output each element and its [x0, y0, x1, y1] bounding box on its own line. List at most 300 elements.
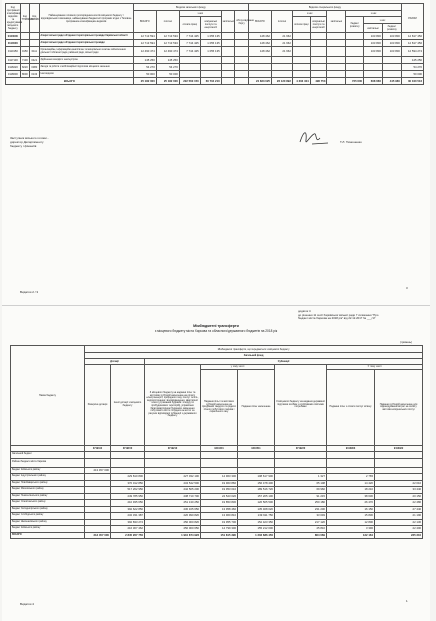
header-sf-current: поточні	[271, 11, 292, 33]
row-value	[292, 71, 310, 78]
row-value: 25 810	[275, 526, 327, 533]
column-code: 9410511	[238, 446, 275, 452]
row-value: 213 457 000	[85, 467, 111, 474]
table-row	[6, 47, 424, 57]
row-value: 251 130 250	[145, 500, 201, 507]
header-sub-benefits: Надання пільг населенню	[238, 370, 275, 446]
row-value: 249 785 950	[111, 493, 145, 500]
header-gf-wages: оплата праці	[179, 17, 200, 33]
row-value	[179, 57, 200, 64]
row-value	[235, 71, 249, 78]
column-code: 9410922	[375, 446, 423, 452]
row-budget-name: ВСЬОГО	[11, 532, 85, 539]
row-value: 19 955 700	[201, 519, 238, 526]
row-budget-name: Бюджет Шевченківського району	[11, 519, 85, 526]
row-value: 12 713 594	[133, 40, 156, 47]
total-value: 725 600	[346, 78, 364, 85]
row-fkvkb	[30, 33, 39, 40]
row-fkvkb: 0111	[30, 47, 39, 57]
row-value: 103 800	[364, 40, 383, 47]
header-name: Найменування головного розпорядника коштів місцевого бюджету / відповідального виконавця, найменування бюджетної програми згідно з Типовою програмною класифікацією видатків	[39, 4, 133, 33]
row-value: 7 744 425	[179, 33, 200, 40]
row-value	[271, 71, 292, 78]
row-value: 54 270	[156, 64, 179, 71]
row-value	[364, 64, 383, 71]
row-value: 108 617 900	[238, 474, 275, 481]
row-value	[346, 40, 364, 47]
header-special-fund: Видатки спеціального фонду	[248, 4, 401, 11]
row-value	[179, 71, 200, 78]
row-value: 1 055 135	[200, 47, 221, 57]
row-value: 33 049	[275, 513, 327, 520]
column-code: 9410903	[327, 446, 375, 452]
total-value: 25 182 000	[156, 78, 179, 85]
row-value: 12 800	[327, 519, 375, 526]
row-value: 12 490 474	[133, 47, 156, 57]
row-value: 69 960	[275, 487, 327, 494]
row-value	[346, 47, 364, 57]
header-total: РАЗОМ	[401, 4, 423, 33]
row-value	[221, 57, 235, 64]
row-code: 0110150	[6, 47, 21, 57]
row-value: 152 423 350	[238, 519, 275, 526]
row-value: 103 800	[382, 40, 401, 47]
row-value: 50 000	[133, 71, 156, 78]
row-value: 2 765	[327, 474, 375, 481]
row-value	[310, 64, 327, 71]
row-value: 392 622 850	[111, 506, 145, 513]
row-value	[364, 57, 383, 64]
row-budget-name: Бюджет Холодногірського району	[11, 506, 85, 513]
row-value	[346, 57, 364, 64]
row-value: 15 830	[327, 513, 375, 520]
row-value: 26 470	[327, 500, 375, 507]
row-value: 145 250	[401, 57, 423, 64]
annex-line-2: до рішення 11 сесії Харківської міської ради 7 скликання "Про	[298, 312, 379, 317]
row-budget-name: Бюджет Московського району	[11, 487, 85, 494]
row-value: 157 205 100	[238, 493, 275, 500]
header-sub-subsidies: Надання субсидій населенню для відшкодування витрат на оплату житлово-комунальних послуг	[375, 370, 423, 446]
row-tpkvkmb: 8220	[21, 65, 28, 69]
row-value: 132 164	[327, 532, 375, 539]
row-value: 103 800	[382, 47, 401, 57]
header-gf-current: поточні	[156, 11, 179, 33]
header-other-dotation: Іншої дотації з місцевого бюджету	[111, 365, 145, 446]
table-row	[6, 71, 424, 78]
row-value: 126 505 500	[238, 500, 275, 507]
row-value: 12 490 474	[156, 47, 179, 57]
row-value: 12 817 450	[401, 33, 423, 40]
signature-block	[10, 136, 49, 148]
column-code: 3719150	[111, 446, 145, 452]
header-sf-sub-a: капітальні	[364, 24, 383, 33]
row-value: 14 799 300	[201, 526, 238, 533]
row-value: 250 000 650	[145, 526, 201, 533]
column-code: 3719220	[275, 446, 327, 452]
header-sf-sub: з них	[364, 17, 402, 24]
row-fkvkb: 0380	[31, 65, 38, 69]
row-value: 18 210	[327, 487, 375, 494]
column-code: 9410401	[201, 446, 238, 452]
signature-position-line-3: бюджету і фінансів	[10, 144, 37, 148]
row-value	[346, 33, 364, 40]
row-value: 220 990 826	[145, 513, 201, 520]
row-value: 3 390	[327, 526, 375, 533]
row-value: 103 800	[364, 33, 383, 40]
total-value	[327, 78, 346, 85]
row-value: 21 662	[271, 33, 292, 40]
row-value	[248, 71, 271, 78]
header-sf-of-which: з них	[292, 11, 327, 17]
row-value	[145, 458, 201, 467]
row-tpkvkmb: 8600	[21, 72, 28, 76]
column-code: 3719110	[85, 446, 111, 452]
signature-position-line-1: Заступник міського голови -	[10, 136, 49, 140]
row-value: 22 480	[375, 500, 423, 507]
annex-line-3: бюджет міста Харкова на 2018 рік" від 22.12.2017 № ___/17	[298, 316, 376, 321]
units-label: (гривень)	[400, 340, 413, 344]
row-value	[221, 71, 235, 78]
total-value: 608 666	[364, 78, 383, 85]
row-value	[200, 64, 221, 71]
table-row	[6, 40, 424, 47]
header-reverse-dotation: Реверсна дотація	[85, 365, 111, 446]
row-budget-name: Бюджет Індустріального району	[11, 474, 85, 481]
row-value: 7 744 425	[179, 40, 200, 47]
row-value	[235, 57, 249, 64]
row-value: 216 307 462	[111, 526, 145, 533]
header-dotation: Дотації	[85, 359, 145, 365]
row-fkvkb: 0421	[31, 58, 38, 62]
row-value	[292, 64, 310, 71]
header-gf-of-which: з них	[179, 11, 221, 17]
row-value	[201, 458, 238, 467]
row-value	[271, 57, 292, 64]
row-value: 370 012 850	[111, 480, 145, 487]
row-value: 14 420	[327, 480, 375, 487]
row-value	[221, 47, 235, 57]
row-name: Організаційне, інформаційно-аналітичне та матеріально-технічне забезпечення діяльності обласної ради, районної ради, міської ради	[39, 47, 133, 57]
row-budget-name: Бюджет Слобідського району	[11, 513, 85, 520]
header-sub-housing: З місцевого бюджету на надання пільг та житлових субсидій населенню на оплату електроенергії, природного газу, послуг тепло-, водопостачання і водовідведення, квартирної плати (утримання будинків і споруд та прибудинкових територій), управління багатоквартирним будинком, вивезення побутового сміття та рідких нечистот за рахунок відповідної субвенції з державного бюджету	[145, 365, 201, 446]
row-value: 19 953 010	[201, 487, 238, 494]
row-value: 232 331 387	[111, 513, 145, 520]
row-value: 238 710 700	[145, 493, 201, 500]
total-row	[6, 78, 424, 85]
row-code: 0118220	[6, 64, 21, 71]
row-value	[382, 71, 401, 78]
total-value: 496 753	[310, 78, 327, 85]
row-value: 135 468 020	[238, 506, 275, 513]
row-tpkvkmb	[20, 33, 29, 40]
row-value: 1 055 135	[200, 40, 221, 47]
row-value: 21 662	[271, 47, 292, 57]
row-tpkvkmb: 0150	[20, 47, 29, 57]
header-special-in-that-number: У тому числі	[327, 365, 423, 370]
row-value: 19 963 860	[201, 480, 238, 487]
header-general-fund: Видатки загального фонду	[133, 4, 248, 11]
signatory-name: Т.Л. Тимошенко	[340, 140, 362, 144]
row-value: 16 150	[327, 506, 375, 513]
row-value	[235, 33, 249, 40]
row-value: 33 440	[375, 487, 423, 494]
header-sub-fuel: Надання пільг та житлових субсидій населенню на придбання твердого та рідкого пічного побутового палива і скрапленого газу	[201, 370, 238, 446]
row-value	[327, 33, 346, 40]
table-row	[6, 64, 424, 71]
header-general-fund: Загальний фонд	[85, 353, 423, 359]
header-sf-sub-b: бюджет розвитку	[382, 24, 401, 33]
row-value: 1 910 874 926	[145, 532, 201, 539]
handwritten-signature	[298, 128, 332, 148]
row-value	[235, 40, 249, 47]
row-value	[85, 458, 111, 467]
row-value: 217 120	[275, 519, 327, 526]
page-1-footer-left: Видатки 2 / 3	[20, 290, 39, 294]
row-budget-name: Загальний бюджет	[11, 452, 85, 459]
row-code: 0110000	[6, 40, 21, 47]
row-value	[327, 40, 346, 47]
row-value	[248, 64, 271, 71]
row-value	[271, 64, 292, 71]
row-value: 151 815 390	[201, 532, 238, 539]
row-budget-name: Бюджет Київського району	[11, 467, 85, 474]
total-value: 445 960	[382, 78, 401, 85]
table-row	[11, 458, 423, 467]
total-value: 24 833 025	[248, 78, 271, 85]
header-sub-in-that-number: у тому числі	[201, 365, 275, 370]
row-value: 12 817 450	[401, 40, 423, 47]
row-value: 19 853 830	[201, 500, 238, 507]
row-value: 22 400	[375, 526, 423, 533]
row-value	[111, 458, 145, 467]
row-value: 210 935 650	[111, 500, 145, 507]
row-value	[235, 47, 249, 57]
row-value	[200, 57, 221, 64]
row-value: 103 800	[364, 47, 383, 57]
row-value: 12 713 594	[133, 33, 156, 40]
row-value: 145 250	[133, 57, 156, 64]
row-value: 1 055 135	[200, 33, 221, 40]
row-value: 229 810 800	[111, 474, 145, 481]
header-sf-dev-budget: бюджет розвитку	[346, 17, 364, 33]
header-fkvkb: Код ФКВКБ	[30, 4, 39, 33]
row-value: 12 713 594	[156, 40, 179, 47]
row-value: 1 327	[275, 474, 327, 481]
row-budget-name: Бюджет Київського району	[11, 526, 85, 533]
expenditure-table	[5, 3, 424, 85]
page-subtitle: з місцевого бюджету міста Харкова та обласного/державного бюджетів на 2018 рік	[154, 329, 278, 333]
table-row	[6, 57, 424, 64]
row-value: 139 911 750	[238, 513, 275, 520]
row-value: 2 845 957 750	[111, 532, 145, 539]
row-value: 50 000	[401, 71, 423, 78]
row-value: 227 032 100	[145, 474, 201, 481]
row-value: 231 200	[275, 506, 327, 513]
page-2-footer-left: Видатки 4	[20, 602, 34, 606]
row-name: Заходи та роботи з мобілізаційної підготовки місцевого значення	[39, 64, 133, 71]
row-name: Апарат міської ради об'єднаної територіальної громади	[39, 40, 133, 47]
row-value: 14 963 300	[201, 474, 238, 481]
row-value: 12 713 594	[156, 33, 179, 40]
row-value: 230 165 650	[145, 506, 201, 513]
row-value: 13 958 460	[201, 506, 238, 513]
row-value: 91 215	[275, 493, 327, 500]
row-budget-name: Районні бюджети міста Харкова	[11, 458, 85, 467]
header-gf-total: ВСЬОГО	[133, 11, 156, 33]
row-budget-name: Бюджет Основ'янського району	[11, 500, 85, 507]
row-value: 22 130	[375, 519, 423, 526]
total-value	[221, 78, 235, 85]
row-value	[327, 71, 346, 78]
row-value	[310, 47, 327, 57]
row-value: 65 108	[275, 480, 327, 487]
row-value: 54 270	[401, 64, 423, 71]
row-value	[275, 458, 327, 467]
row-value: 21 662	[271, 40, 292, 47]
row-value	[310, 40, 327, 47]
row-value	[292, 33, 310, 40]
row-code: 0118600	[6, 71, 21, 78]
header-gf-capital: капітальні	[221, 11, 235, 33]
row-value: 189 516 720	[238, 487, 275, 494]
row-value: 50 000	[156, 71, 179, 78]
header-subventions: Субвенції	[145, 359, 423, 365]
header-gf-utilities: комунальні послуги та енергоносії	[200, 17, 221, 33]
header-sf-wages: оплата праці	[292, 17, 310, 33]
row-value	[238, 458, 275, 467]
total-value: 25 182 000	[133, 78, 156, 85]
row-value: 20 150	[375, 493, 423, 500]
row-fkvkb: 0133	[31, 72, 38, 76]
total-value: 222 560 150	[179, 78, 200, 85]
row-value	[200, 71, 221, 78]
header-sf-total: ВСЬОГО	[248, 11, 271, 33]
row-value: 250 000 826	[145, 519, 201, 526]
row-code: 0100000	[6, 33, 21, 40]
column-code: 3719210	[145, 446, 201, 452]
row-value: 235 310	[375, 532, 423, 539]
row-value	[346, 71, 364, 78]
row-value	[292, 40, 310, 47]
total-value: 30 040 516	[401, 78, 423, 85]
row-value	[248, 57, 271, 64]
row-value: 145 250	[156, 57, 179, 64]
row-value: 517 262 950	[111, 487, 145, 494]
row-value: 250 180	[275, 500, 327, 507]
row-value: 21 190	[375, 513, 423, 520]
row-value: 13 960 810	[201, 513, 238, 520]
row-value: 103 800	[382, 33, 401, 40]
row-name: Апарат міської ради об'єднаної територіальної громади Харківської області	[39, 33, 133, 40]
row-value	[375, 458, 423, 467]
total-value: 26 120 892	[271, 78, 292, 85]
header-sf-capital: капітальні	[327, 11, 346, 33]
row-name: Інші видатки	[39, 71, 133, 78]
row-value	[364, 71, 383, 78]
row-value: 38 630	[327, 493, 375, 500]
header-transfers: Міжбюджетні трансферти, що передаються з місцевого бюджету	[85, 346, 423, 353]
total-value: 4 303 404	[292, 78, 310, 85]
header-sub-telecom: Надання пільг з оплати послуг зв'язку	[327, 370, 375, 446]
signature-position-line-2: директор Департаменту	[10, 140, 44, 144]
row-value	[382, 57, 401, 64]
row-value: 148 462	[248, 40, 271, 47]
total-row	[11, 532, 423, 539]
header-program-code: Код програмної класифікації видатків та кредитування місцевого бюджету	[6, 4, 21, 33]
row-value: 7 744 425	[179, 47, 200, 57]
table-row	[6, 33, 424, 40]
row-value	[179, 64, 200, 71]
document-page-2	[2, 305, 430, 621]
annex-line-1: додаток 4	[298, 309, 311, 313]
row-tpkvkmb	[20, 40, 29, 47]
row-value: 242 505 200	[145, 487, 201, 494]
header-sf-utilities: комунальні послуги та енергоносії	[310, 17, 327, 33]
annex-note	[298, 310, 378, 321]
row-value	[221, 64, 235, 71]
row-value	[221, 40, 235, 47]
row-value	[221, 33, 235, 40]
page-1-footer-right: 3	[406, 286, 408, 290]
row-value: 864 069	[275, 532, 327, 539]
row-value: 155 212 000	[238, 526, 275, 533]
row-value: 392 833 274	[111, 519, 145, 526]
row-value: 22 010	[375, 480, 423, 487]
total-value: 60 704 210	[200, 78, 221, 85]
transfers-table	[10, 345, 423, 539]
row-value: 27 440	[375, 506, 423, 513]
row-value	[327, 47, 346, 57]
row-value: 12 594 274	[401, 47, 423, 57]
row-value	[292, 57, 310, 64]
header-budget-name: Назва бюджету	[11, 346, 85, 446]
page-2-footer-right: 1	[406, 599, 408, 603]
header-sub-education: З місцевого бюджету на надання державної підтримки особам з особливими освітніми потребами	[275, 365, 327, 446]
row-budget-name: Бюджет Новобаварського району	[11, 480, 85, 487]
row-value	[382, 64, 401, 71]
header-gf-debt: обслуговування боргу	[235, 11, 249, 33]
page-title: Міжбюджетні трансферти	[193, 324, 239, 328]
row-value	[327, 458, 375, 467]
row-value: 1 203 686 450	[238, 532, 275, 539]
total-label: ВСЬОГО	[6, 78, 134, 85]
total-value	[235, 78, 249, 85]
row-code: 0117130	[6, 57, 21, 64]
row-value: 24 523 020	[201, 493, 238, 500]
row-value: 234 542 500	[145, 480, 201, 487]
row-budget-name: Бюджет Немишлянського району	[11, 493, 85, 500]
header-sf-note: з них	[346, 11, 402, 17]
row-name: Здійснення заходів із землеустрою	[39, 57, 133, 64]
row-value	[310, 71, 327, 78]
row-tpkvkmb: 7130	[21, 58, 28, 62]
header-tpkvkmb: Код ТПКВКМБ	[20, 4, 29, 33]
row-value: 148 462	[248, 47, 271, 57]
row-value: 156 478 400	[238, 480, 275, 487]
row-value	[346, 64, 364, 71]
row-value	[327, 64, 346, 71]
row-value: 148 462	[248, 33, 271, 40]
row-value	[310, 33, 327, 40]
row-value	[292, 47, 310, 57]
row-value	[235, 64, 249, 71]
row-value	[310, 57, 327, 64]
row-value: 54 270	[133, 64, 156, 71]
row-fkvkb	[30, 40, 39, 47]
row-value	[327, 57, 346, 64]
document-page-1	[2, 0, 430, 305]
row-value: 213 457 000	[85, 532, 111, 539]
